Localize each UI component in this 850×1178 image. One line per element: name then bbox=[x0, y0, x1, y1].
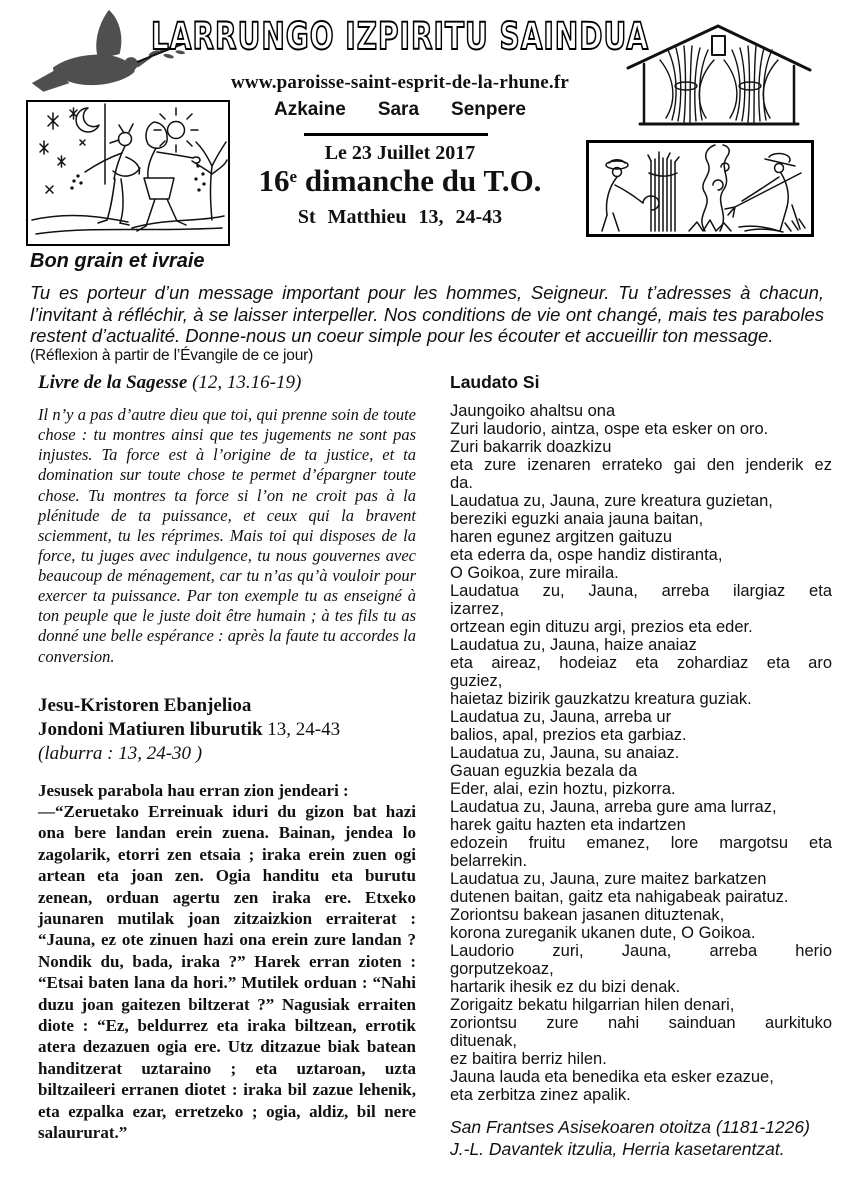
laudato-line: da. bbox=[450, 474, 473, 492]
header-divider bbox=[304, 133, 488, 136]
laudato-line: Laudatua zu, Jauna, zure kreatura guzietan, bbox=[450, 492, 773, 510]
sunday-ordinal: e bbox=[289, 167, 298, 186]
laudato-line: Zorigaitz bekatu hilgarrian hilen denari, bbox=[450, 996, 735, 1014]
masthead bbox=[0, 0, 850, 250]
laudato-line: eta zerbitza zinez apalik. bbox=[450, 1086, 631, 1104]
laudato-line: Laudatua zu, Jauna, arreba gure ama lurraz, bbox=[450, 798, 777, 816]
website-url: www.paroisse-saint-esprit-de-la-rhune.fr bbox=[230, 72, 569, 93]
gospel-subtitle bbox=[38, 718, 416, 742]
laudato-line: izarrez, bbox=[450, 600, 505, 618]
gospel-paragraph: Jesusek parabola hau erran zion jendeari : bbox=[38, 780, 349, 800]
laudato-line: balios, apal, prezios eta garbiaz. bbox=[450, 726, 687, 744]
laudato-line: dituenak, bbox=[450, 1032, 517, 1050]
credit-line: J.-L. Davantek itzulia, Herria kasetarentzat. bbox=[450, 1138, 785, 1159]
laudato-line: dutenen baitan, gaitz eta nahigabeak pairatuz. bbox=[450, 888, 789, 906]
right-column bbox=[450, 372, 832, 1161]
laudato-line: O Goikoa, zure miraila. bbox=[450, 564, 619, 582]
laudato-line: Zoriontsu bakean jasanen dituztenak, bbox=[450, 906, 725, 924]
gospel-paragraph: —“Zeruetako Erreinuak iduri du gizon bat hazi ona bere landan erein zuena. Bainan, jendea lo zagolarik, etorri zen etsaia ; iraka erein zuen ogi artean eta joan zen. Ogia handitu eta burutu zenean, orduan agertu zen iraka ere. Etxeko jaunaren mutilak joan zitzaizkion erraiterat : “Jauna, ez ote zinuen hazi ona erein zure landan ? Nondik du, bada, iraka ?” Harek erran zioten : “Etsai baten lana da hori.” Mutilek orduan : “Nahi duzu joan gaitezen biltzerat ?” Nagusiak erraiten diote : “Ez, beldurrez eta iraka biltzean, errotik atera dezazuen ogia ere. Utz ditzazue biak batean handitzerat uztaraino ; eta uztaroan, uzta biltzaileeri erranen diotet : iraka bil zazue lehenik, eta ezpalka ezar, erretzeko ; ogia, aldiz, bil nere salaururat.” bbox=[38, 801, 416, 1143]
laudato-line: Laudatua zu, Jauna, haize anaiaz bbox=[450, 636, 697, 654]
intro-paragraph: Tu es porteur d’un message important pour les hommes, Seigneur. Tu t’adresses à chacun, l’invitant à réfléchir, à se laisser interpeller. Nos conditions de vie ont changé, mais tes paraboles restent d’actualité. Donne-nous un coeur simple pour les écouter et accueillir ton message. bbox=[30, 282, 824, 347]
sower-illustration bbox=[26, 100, 230, 246]
laudato-line: Laudatua zu, Jauna, arreba ilargiaz eta bbox=[450, 582, 832, 600]
laudato-line: Jauna lauda eta benedika eta esker ezazue, bbox=[450, 1068, 774, 1086]
laudato-line: hartarik ihesik ez du bizi denak. bbox=[450, 978, 681, 996]
laudato-line: zoriontsu zure nahi sainduan aurkituko bbox=[450, 1014, 832, 1032]
sunday-number: 16 bbox=[258, 163, 290, 198]
gospel-short-ref: (laburra : 13, 24-30 ) bbox=[38, 743, 203, 765]
laudato-line: Laudorio zuri, Jauna, arreba herio bbox=[450, 942, 832, 960]
laudato-line: bereziki eguzki anaia jauna baitan, bbox=[450, 510, 704, 528]
credit-line: San Frantses Asisekoaren otoitza (1181-1226) bbox=[450, 1117, 810, 1137]
laudato-line: harek gaitu hazten eta indartzen bbox=[450, 816, 686, 834]
laudato-line: haren egunez argitzen gaituzu bbox=[450, 528, 672, 546]
gospel-body bbox=[38, 780, 416, 1144]
gospel-verse-ref: 13, 24-43 bbox=[262, 718, 341, 740]
laudato-text bbox=[450, 402, 832, 1104]
left-column bbox=[38, 372, 416, 1161]
laudato-heading: Laudato Si bbox=[450, 372, 540, 392]
credits bbox=[450, 1117, 832, 1161]
laudato-line: eta aireaz, hodeiaz eta zohardiaz eta aro bbox=[450, 654, 832, 672]
laudato-line: haietaz bizirik gauzkatzu kreatura guziak. bbox=[450, 690, 752, 708]
laudato-line: gorputzekoaz, bbox=[450, 960, 554, 978]
barn-illustration bbox=[626, 20, 812, 128]
laudato-line: Laudatua zu, Jauna, zure maitez barkatzen bbox=[450, 870, 767, 888]
laudato-line: Eder, alai, ezin hoztu, pizkorra. bbox=[450, 780, 676, 798]
town-senpere: Senpere bbox=[451, 99, 526, 120]
laudato-line: edozein fruitu emanez, lore margotsu eta bbox=[450, 834, 832, 852]
laudato-line: Zuri laudorio, aintza, ospe eta esker on oro. bbox=[450, 420, 769, 438]
laudato-line: Zuri bakarrik doazkizu bbox=[450, 438, 612, 456]
intro-heading: Bon grain et ivraie bbox=[30, 250, 205, 272]
laudato-line: Laudatua zu, Jauna, arreba ur bbox=[450, 708, 672, 726]
laudato-line: eta zure izenaren errateko gai den jenderik ez bbox=[450, 456, 832, 474]
gospel-reference: St Matthieu 13, 24-43 bbox=[297, 206, 503, 228]
laudato-line: ortzean egin dituzu argi, prezios eta eder. bbox=[450, 618, 753, 636]
sunday-rest: dimanche du T.O. bbox=[297, 163, 542, 198]
gospel-title: Jesu-Kristoren Ebanjelioa bbox=[38, 694, 252, 716]
intro-section bbox=[30, 250, 824, 365]
intro-source: (Réflexion à partir de l’Évangile de ce jour) bbox=[30, 346, 314, 364]
harvest-illustration bbox=[586, 140, 814, 237]
laudato-line: Jaungoiko ahaltsu ona bbox=[450, 402, 616, 420]
gospel-heading bbox=[38, 694, 416, 767]
gospel-book: Jondoni Matiuren liburutik bbox=[38, 718, 263, 740]
reading-ref: (12, 13.16-19) bbox=[187, 372, 302, 393]
laudato-line: eta ederra da, ospe handiz distiranta, bbox=[450, 546, 723, 564]
town-azkaine: Azkaine bbox=[274, 99, 346, 120]
date-line: Le 23 Juillet 2017 bbox=[324, 142, 476, 164]
laudato-line: Laudatua zu, Jauna, su anaiaz. bbox=[450, 744, 680, 762]
laudato-line: ez baitira berriz hilen. bbox=[450, 1050, 607, 1068]
two-column-body bbox=[38, 372, 832, 1161]
bulletin-title: LARRUNGO IZPIRITU SAINDUA bbox=[150, 14, 650, 59]
laudato-line: belarrekin. bbox=[450, 852, 528, 870]
laudato-line: korona zureganik ukanen dute, O Goikoa. bbox=[450, 924, 756, 942]
reading-title: Livre de la Sagesse bbox=[38, 372, 188, 393]
laudato-line: Gauan eguzkia bezala da bbox=[450, 762, 638, 780]
town-sara: Sara bbox=[377, 99, 420, 120]
laudato-line: guziez, bbox=[450, 672, 503, 690]
first-reading-heading bbox=[38, 372, 416, 394]
first-reading-body: Il n’y a pas d’autre dieu que toi, qui prenne soin de toute chose : tu montres ainsi que tes jugements ne sont pas injustes. Ta force est à l’origine de ta justice, et ta domination sur toute chose te permet d’épargner toute chose. Tu montres ta force si l’on ne croit pas à la plénitude de ta puissance, et ceux qui la bravent sciemment, tu les réprimes. Mais toi qui disposes de la force, tu juges avec indulgence, tu nous gouvernes avec beaucoup de ménagement, car tu n’as qu’à vouloir pour exercer ta puissance. Par ton exemple tu as enseigné à ton peuple que le juste doit être humain ; à tes fils tu as donné une belle espérance : après la faute tu accordes la conversion. bbox=[38, 405, 416, 666]
